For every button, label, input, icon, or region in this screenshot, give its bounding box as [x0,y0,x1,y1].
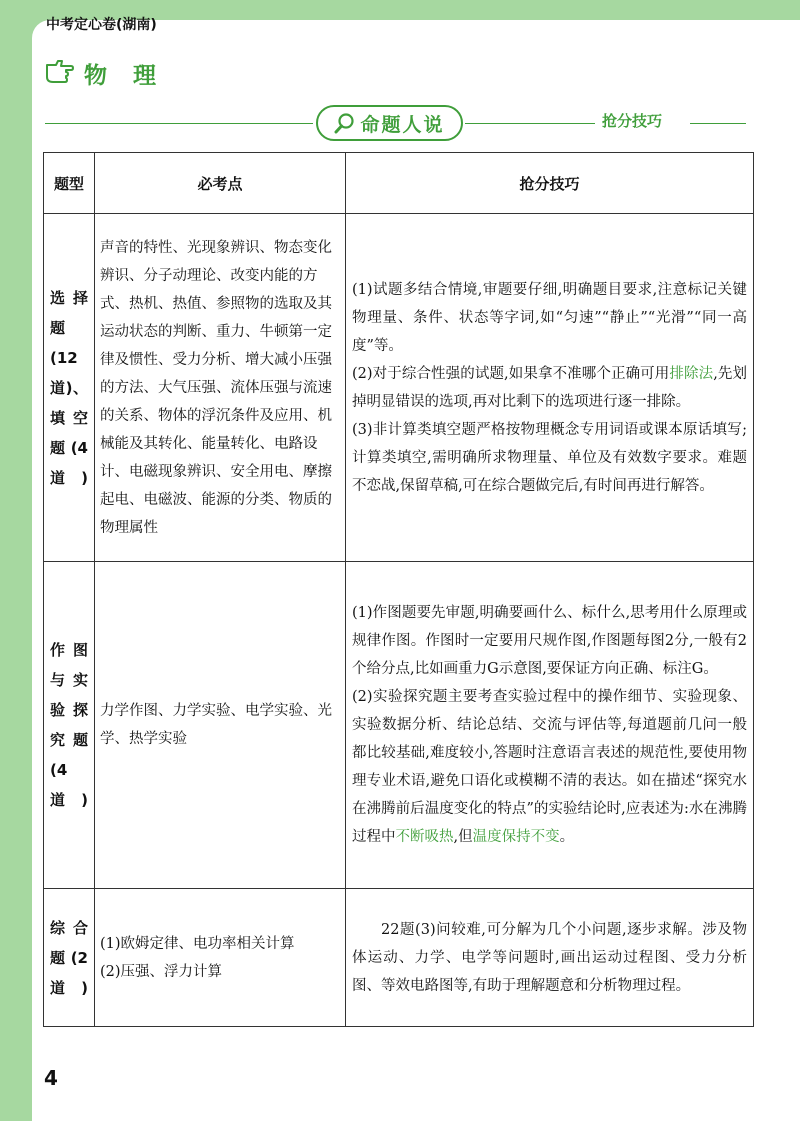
divider-far [690,123,746,124]
banner-tag: 抢分技巧 [602,112,663,130]
tip-paragraph [352,360,747,416]
row-points-cell: 声音的特性、光现象辨识、物态变化辨识、分子动理论、改变内能的方式、热机、热值、参照物的选取及其运动状态的判断、重力、牛顿第一定律及惯性、受力分析、增大减小压强的方法、大气压强、流体压强与流速的关系、物体的浮沉条件及应用、机械能及其转化、能量转化、电路设计、电磁现象辨识、安全用电、摩擦起电、电磁波、能源的分类、物质的物理属性 [95,214,346,562]
row-points-cell [95,889,346,1027]
row-tips-cell [346,562,754,889]
tip-highlight: 不断吸热 [395,829,454,845]
point-item: (2)压强、浮力计算 [100,963,223,980]
row-tips-cell [346,214,754,562]
divider-left [45,123,313,124]
magnifier-icon [334,112,356,134]
tip-text: (3)非计算类填空题严格按物理概念专用词语或课本原话填写;计算类填空,需明确所求物理量、单位及有效数字要求。难题不恋战,保留草稿,可在综合题做完后,有时间再进行解答。 [352,421,747,494]
book-title: 中考定心卷(湖南) [46,17,157,33]
tip-text: (2)对于综合性强的试题,如果拿不准哪个正确可用 [352,365,670,382]
row-type-cell [44,214,95,562]
row-points-cell: 力学作图、力学实验、电学实验、光学、热学实验 [95,562,346,889]
row-type-label: 作图与实验探究题(4道) [50,641,88,809]
row-type-label: 选择题(12道)、填空题(4道) [50,288,88,487]
row-type-label: 综合题(2道) [50,918,88,997]
tip-paragraph [352,683,747,851]
divider-right [465,123,595,124]
header-type: 题型 [44,153,95,214]
page-number: 4 [44,1066,58,1090]
tip-text: 22题(3)问较难,可分解为几个小问题,逐步求解。涉及物体运动、力学、电学等问题时,画出运动过程图、受力分析图、等效电路图等,有助于理解题意和分析物理过程。 [352,921,747,994]
row-type-cell [44,562,95,889]
header-tips: 抢分技巧 [346,153,754,214]
hand-pointer-icon [44,59,76,87]
tip-text: (1)作图题要先审题,明确要画什么、标什么,思考用什么原理或规律作图。作图时一定要用尺规作图,作图题每图2分,一般有2个给分点,比如画重力G示意图,要保证方向正确、标注G。 [352,605,747,677]
exam-strategy-table [43,152,754,1027]
section-banner [316,105,463,141]
point-item: (1)欧姆定律、电功率相关计算 [100,935,295,952]
tip-text: 。 [559,829,575,845]
header-points: 必考点 [95,153,346,214]
table-row [44,889,754,1027]
table-header-row [44,153,754,214]
tip-text: (1)试题多结合情境,审题要仔细,明确题目要求,注意标记关键物理量、条件、状态等字词,如“匀速”“静止”“光滑”“同一高度”等。 [352,281,747,354]
banner-label: 命题人说 [360,113,445,136]
table-row [44,214,754,562]
tip-highlight: 温度保持不变 [472,829,560,845]
subject-title: 物 理 [84,62,166,89]
tip-highlight: 排除法 [669,365,714,382]
tip-text: ,先划掉明显错误的选项,再对比剩下的选项进行逐一排除。 [352,365,747,410]
row-type-cell [44,889,95,1027]
subject-heading [44,55,165,91]
row-tips-cell [346,889,754,1027]
table-row [44,562,754,889]
tip-text: (2)实验探究题主要考查实验过程中的操作细节、实验现象、实验数据分析、结论总结、交流与评估等,每道题前几问一般都比较基础,难度较小,答题时注意语言表述的规范性,要使用物理专业术语,避免口语化或模糊不清的表达。如在描述“探究水在沸腾前后温度变化的特点”的实验结论时,应表述为:水在沸腾过程中 [352,689,747,845]
tip-text: ,但 [453,829,473,845]
